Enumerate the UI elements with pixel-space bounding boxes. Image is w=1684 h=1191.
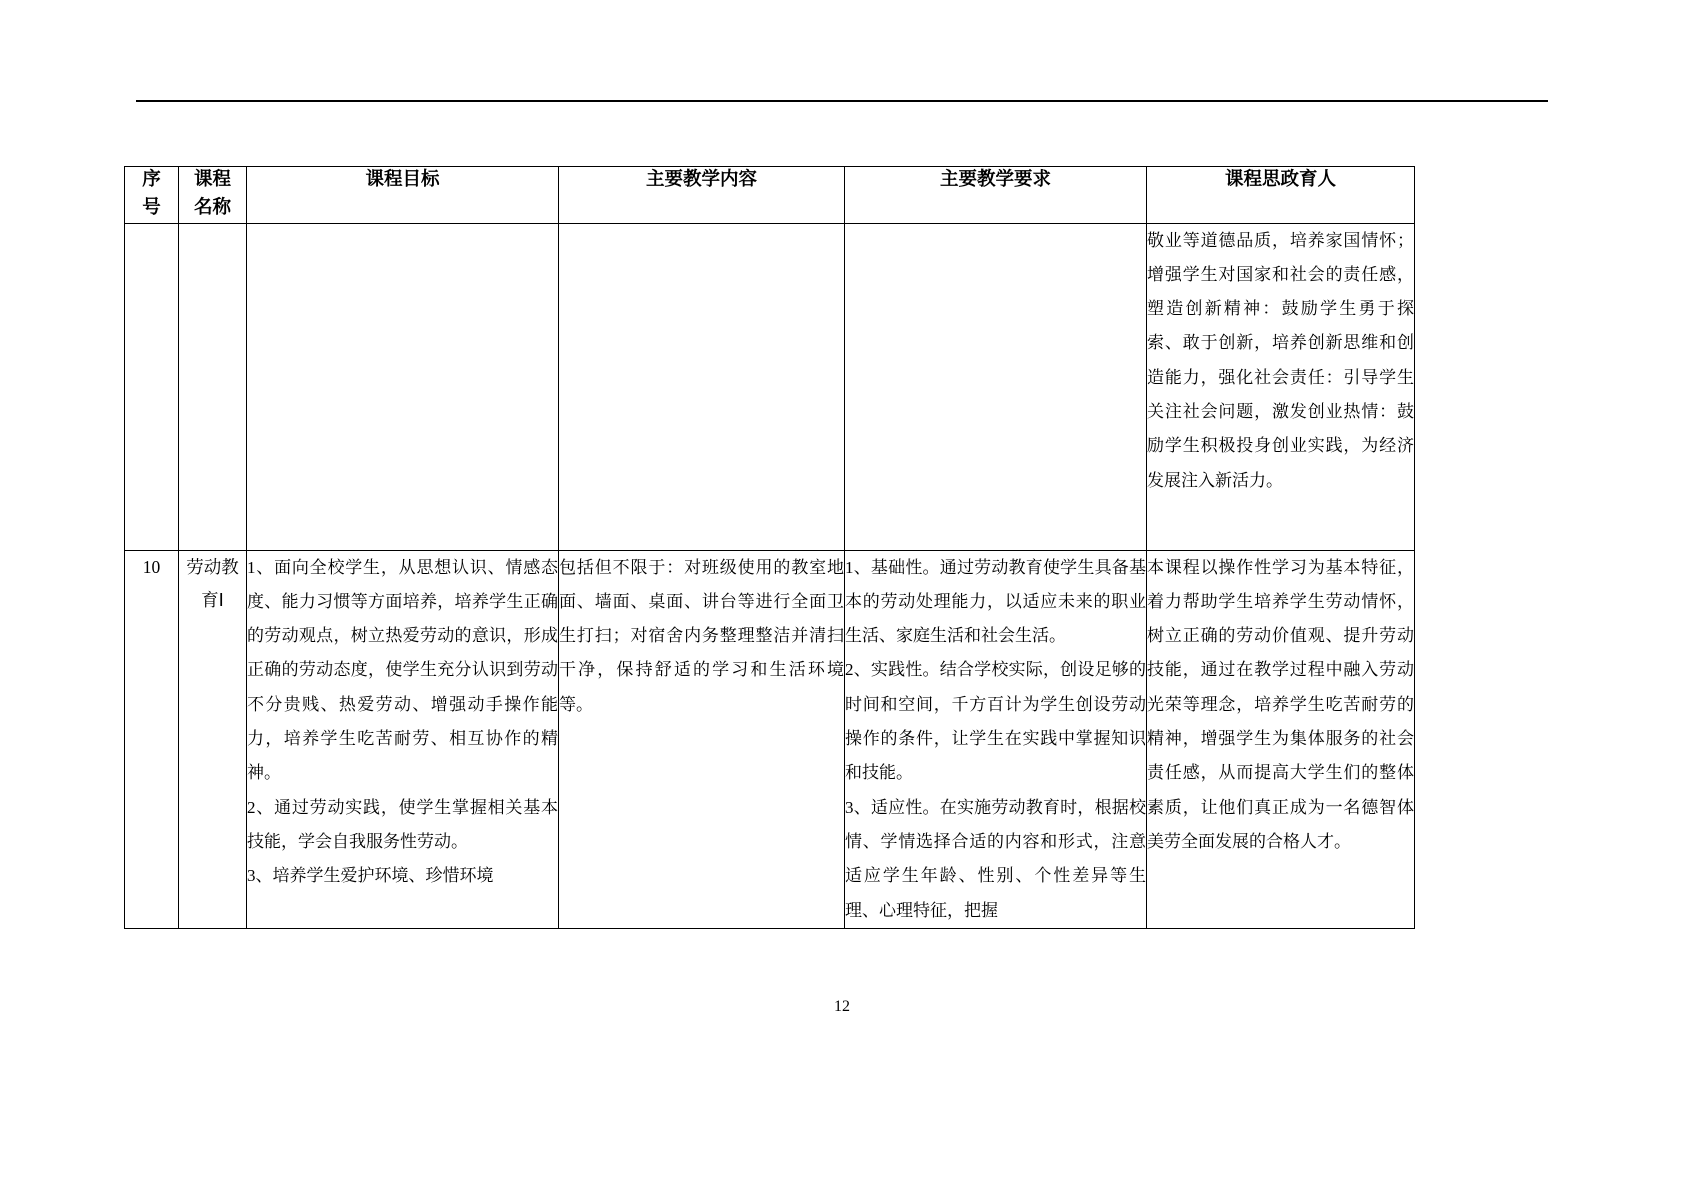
col-header-course-name-line1: 课程 [193, 170, 231, 190]
col-header-no-line1: 序 [142, 170, 161, 190]
page-number: 12 [834, 998, 850, 1015]
col-header-main-requirement: 主要教学要求 [845, 167, 1147, 224]
table-header [125, 167, 1415, 224]
cell-course-name [179, 223, 247, 550]
cell-ideological-education: 敬业等道德品质，培养家国情怀；增强学生对国家和社会的责任感，塑造创新精神：鼓励学生勇于探索、敢于创新，培养创新思维和创造能力，强化社会责任：引导学生关注社会问题，激发创业热情：鼓励学生积极投身创业实践，为经济发展注入新活力。 [1147, 223, 1415, 550]
col-header-ideological-education: 课程思政育人 [1147, 167, 1415, 224]
table-row [125, 223, 1415, 550]
curriculum-table [124, 166, 1415, 929]
cell-main-content [559, 223, 845, 550]
cell-main-requirement [845, 223, 1147, 550]
col-header-no [125, 167, 179, 224]
cell-course-goal [247, 223, 559, 550]
cell-no [125, 223, 179, 550]
col-header-course-name-line2: 名称 [193, 197, 231, 218]
col-header-main-content: 主要教学内容 [559, 167, 845, 224]
cell-course-name: 劳动教育Ⅰ [179, 550, 247, 929]
table-body [125, 223, 1415, 929]
header-rule [136, 100, 1548, 102]
table-row [125, 550, 1415, 929]
cell-course-goal: 1、面向全校学生，从思想认识、情感态度、能力习惯等方面培养，培养学生正确的劳动观点，树立热爱劳动的意识，形成正确的劳动态度，使学生充分认识到劳动不分贵贱、热爱劳动、增强动手操作能力，培养学生吃苦耐劳、相互协作的精神。 2、通过劳动实践，使学生掌握相关基本技能，学会自我服务性劳动。 3、培养学生爱护环境、珍惜环境 [247, 550, 559, 929]
col-header-course-goal: 课程目标 [247, 167, 559, 224]
col-header-no-line2: 号 [142, 197, 161, 218]
col-header-course-name [179, 167, 247, 224]
table-header-row [125, 167, 1415, 224]
cell-main-content: 包括但不限于：对班级使用的教室地面、墙面、桌面、讲台等进行全面卫生打扫；对宿舍内务整理整洁并清扫干净，保持舒适的学习和生活环境等。 [559, 550, 845, 929]
cell-main-requirement: 1、基础性。通过劳动教育使学生具备基本的劳动处理能力，以适应未来的职业生活、家庭生活和社会生活。 2、实践性。结合学校实际，创设足够的时间和空间，千方百计为学生创设劳动操作的条件，让学生在实践中掌握知识和技能。 3、适应性。在实施劳动教育时，根据校情、学情选择合适的内容和形式，注意适应学生年龄、性别、个性差异等生理、心理特征，把握 [845, 550, 1147, 929]
cell-no: 10 [125, 550, 179, 929]
curriculum-table-container [124, 166, 1414, 929]
cell-ideological-education: 本课程以操作性学习为基本特征，着力帮助学生培养学生劳动情怀，树立正确的劳动价值观、提升劳动技能，通过在教学过程中融入劳动光荣等理念，培养学生吃苦耐劳的精神，增强学生为集体服务的社会责任感，从而提高大学生们的整体素质，让他们真正成为一名德智体美劳全面发展的合格人才。 [1147, 550, 1415, 929]
